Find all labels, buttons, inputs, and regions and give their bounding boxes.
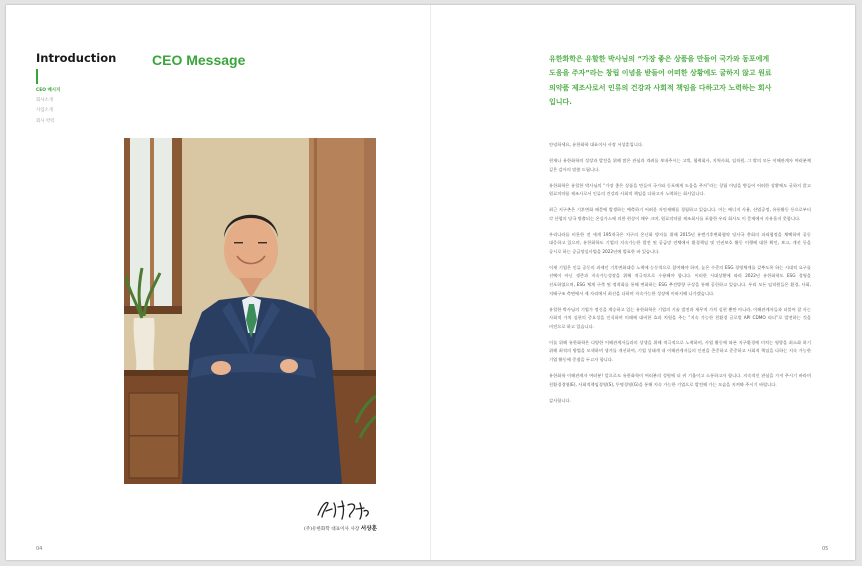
letter-paragraph: 현재나 유한화학의 성장과 발전을 위해 많은 관심과 격려를 보내주시는 고객, 협력회사, 지역사회, 임직원, 그 밖의 모든 이해관계자 여러분께 깊은 감사의 말씀 드립니다. [549,158,811,173]
signature-caption-name: 서상훈 [360,526,378,532]
brochure-spread [6,5,855,560]
ceo-letter-body [549,142,811,414]
ceo-signature [314,497,374,521]
nav-item-company-intro[interactable]: 회사소개 [36,98,53,104]
letter-paragraph: 최근 지구촌은 기후변화 때문에 발생하는 예측하기 어려운 자연재해를 경험하고 있습니다. 이는 에너지 사용, 산업공정, 유통활동 등으로부터 각 산업의 당국 방출되는 온실가스에 의한 현상이 매우 크며, 원료의약품 제조회사를 포함한 우리 회사도 이 문제에서 자유롭지 못합니다. [549,208,811,222]
letter-paragraph: 이를 위해 유한화학은 다양한 이해관계자들과의 상생을 위해 적극적으로 노력하며, 사업 활동에 따른 지구환경에 미치는 영향을 최소화 하기 위해 최적의 방법을 모색하며 생겨를 개선하여, 기업 상태계 내 이해관계자들의 인권을 존중하고 준중하고 사회적 책임을 다하는 지속 가능한 기업 활동에 중점을 두고자 합니다. [549,340,811,364]
letter-paragraph: 우리나라를 비롯한 전 세계 195개국은 지구의 온난화 방지를 위해 2015년 유엔기후변화협약 당사국 총회의 파리협정을 채택하며 공동 대응하고 있으며, 유한화학도 기업의 지속가능한 발전 및 공급망 전체에서 환경책임 및 인권보호 활동 이행에 대한 확인, 보고, 개선 등을 공시로 하는 공급망실사법을 2022년에 발표한 바 있습니다. [549,232,811,255]
letter-paragraph: 유한화학은 유할한 박사님의 “가장 좋은 상품을 만들어 국가와 동포에게 도움을 주자”라는 창립 이념을 받들어 어떠한 상황에도 굴하지 않고 원료의약품 제조사로서 인류의 건강과 사회적 책임을 다하고자 노력하는 회사입니다. [549,183,811,198]
page-number-left: 04 [36,546,43,552]
nav-item-business-intro[interactable]: 사업소개 [36,108,53,114]
letter-paragraph: 이제 기업은 인류 공동의 과제인 기후변화대응 노력에 능동적으로 참여해야 하며, 높은 수준의 ESG 경영체계를 갖추도록 하는 시대적 요구를 선택이 아닌 생존과 지속가능성장을 위해 적극적으로 수용해야 합니다. 이러한 시대상황에 따라 2022년 유한화학도 ESG 경영을 선포하였으며, ESG 체계 구축 및 정착화를 통해 변화하는 ESG 추진방향 구상을 통해 공헌하고 있습니다. 우리 모든 임직원들은 환경, 사회, 지배구조 측면에서 제 자리에서 최선을 다하며 지속가능한 성장에 이바지해 나가겠습니다. [549,265,811,297]
letter-paragraph: 안녕하세요, 유한화학 대표이사 사장 서상훈입니다. [549,143,644,148]
ceo-quote: 유한화학은 유할한 박사님의 “가장 좋은 상품을 만들어 국가와 동포에게 도움을 주자”라는 창립 이념을 받들어 어떠한 상황에도 굴하지 않고 원료의약품 제조사로서 인류의 건강과 사회적 책임을 다하고자 노력하는 회사입니다. [549,55,772,107]
letter-closing: 감사합니다. [549,398,571,404]
signature-block [304,497,384,537]
signature-caption [304,524,384,532]
letter-paragraph: 유한화학 이해관계자 여러분! 앞으로도 유한화학이 여러분의 성원에 더 귀 기울이고 소통하고자 합니다. 지속적인 관심을 가져 주시기 바라며 친환경경영(E), 사회적책임경영(S), 투명경영(G)을 통해 지속 가능한 기업으로 발전해 가는 모습을 지켜봐 주시기 바랍니다. [549,374,811,388]
signature-caption-title: (주)유한화학 대표이사 사장 [304,527,360,532]
page-number-right: 05 [822,546,829,552]
section-title: Introduction [36,51,117,65]
page-gutter [430,5,431,560]
nav-item-ceo-message[interactable]: CEO 메시지 [36,88,61,93]
letter-paragraph: 유할한 박사님의 기업가 정신을 계승하고 있는 유한화학은 기업의 기술 발전과 재무적 가치 실현 뿐만 아니라, 이해관계자들과 더불어 잘 사는 사회적 가치 실현의 중요성을 인식하며 미래에 대비한 효과 치원을 주는 “지속 가능한 친환경 글로벌 API CDMO 리더”로 발전하는 것을 비전으로 하고 있습니다. [549,307,811,330]
ceo-portrait-photo [124,138,376,484]
nav-item-history[interactable]: 회사 약력 [36,118,55,124]
nav-accent-bar [36,69,38,84]
ceo-message-heading: CEO Message [152,52,246,68]
section-nav [36,86,60,127]
